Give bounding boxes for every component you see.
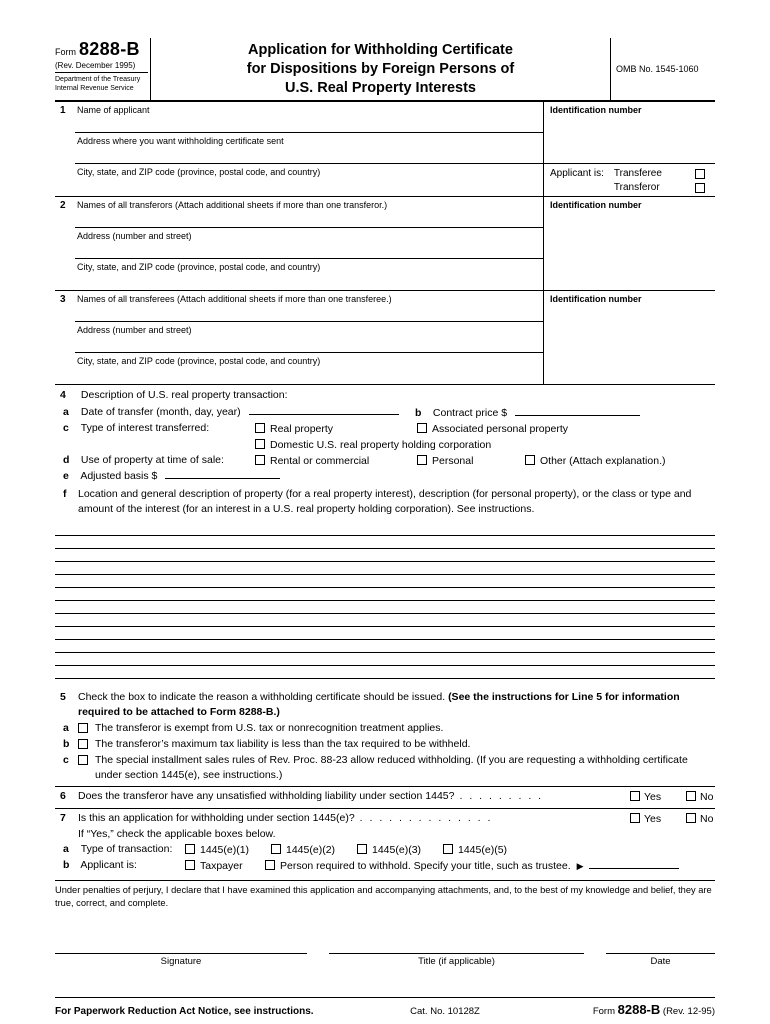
line7-question: Is this an application for withholding under section 1445(e)?: [78, 812, 355, 825]
line5-intro-text: Check the box to indicate the reason a withholding certificate should be issued.: [78, 691, 449, 704]
line4ab-row: [55, 406, 715, 422]
form-title-line2: for Dispositions by Foreign Persons of: [246, 61, 515, 78]
line5-section: [55, 690, 715, 783]
perjury-statement: Under penalties of perjury, I declare that I have examined this application and accompanying attachments, and, to the best of my knowledge and belief, they are true, correct, and complete.: [55, 880, 715, 909]
transferees-city-label: City, state, and ZIP code (province, postal code, and country): [77, 356, 321, 367]
line1-right: [543, 102, 715, 196]
line5c-checkbox[interactable]: [78, 755, 88, 765]
line4c-letter: c: [63, 422, 69, 435]
line5c-item: [55, 753, 715, 783]
transferor-option: [614, 182, 705, 193]
adjusted-basis-line[interactable]: [165, 470, 280, 479]
identification-number-label-2: Identification number: [550, 200, 642, 211]
form-word: Form: [55, 47, 76, 57]
line7a-row: [55, 843, 715, 859]
personal-use-checkbox[interactable]: [417, 455, 427, 465]
use-of-property-label: Use of property at time of sale:: [80, 454, 224, 467]
date-of-transfer-label: Date of transfer (month, day, year): [80, 406, 241, 419]
form-title: [151, 38, 610, 100]
omb-number: OMB No. 1545-1060: [610, 38, 715, 100]
transaction-1445e1-option: [185, 844, 249, 856]
line5a-checkbox[interactable]: [78, 723, 88, 733]
line7-yes-label: Yes: [644, 813, 662, 826]
line6-question: Does the transferor have any unsatisfied withholding liability under section 1445?: [78, 790, 455, 803]
line5b-checkbox[interactable]: [78, 739, 88, 749]
line2-left: [55, 197, 543, 290]
line2-section: [55, 197, 715, 291]
footer-form-revision: (Rev. 12-95): [662, 1006, 715, 1018]
line7-yes-checkbox[interactable]: [630, 813, 640, 823]
personal-use-label: Personal: [432, 455, 474, 468]
transferee-checkbox[interactable]: [695, 169, 705, 179]
line4-number: 4: [60, 389, 66, 402]
type-of-transaction-label: Type of transaction:: [80, 843, 173, 856]
line4-section: [55, 389, 715, 679]
write-in-line[interactable]: [55, 614, 715, 627]
signature-block: [55, 953, 715, 967]
line7-row: [55, 808, 715, 827]
line6-number: 6: [60, 790, 66, 803]
domestic-usrphc-option: [255, 439, 491, 451]
transferor-checkbox[interactable]: [695, 183, 705, 193]
write-in-line[interactable]: [55, 575, 715, 588]
applicant-name-label: Name of applicant: [77, 105, 150, 116]
write-in-line[interactable]: [55, 601, 715, 614]
line4d-row: [55, 454, 715, 470]
line7-no-checkbox[interactable]: [686, 813, 696, 823]
write-in-line[interactable]: [55, 627, 715, 640]
line7b-letter: b: [63, 859, 70, 872]
transaction-1445e3-label: 1445(e)(3): [372, 844, 422, 857]
other-use-checkbox[interactable]: [525, 455, 535, 465]
transaction-1445e1-checkbox[interactable]: [185, 844, 195, 854]
arrow-icon: ▶: [576, 861, 584, 872]
transferors-city-label: City, state, and ZIP code (province, postal code, and country): [77, 262, 321, 273]
transferors-address-label: Address (number and street): [77, 231, 192, 242]
line4d-letter: d: [63, 454, 70, 467]
identification-number-label-3: Identification number: [550, 294, 642, 305]
form-id-block: [55, 38, 151, 100]
form-header: [55, 38, 715, 102]
catalog-number: Cat. No. 10128Z: [410, 1006, 480, 1018]
transferors-address-field[interactable]: [55, 228, 543, 259]
line5a-letter: a: [63, 722, 69, 735]
rental-or-commercial-option: [255, 455, 369, 467]
property-description-label: Location and general description of property (for a real property interest), description (for personal property), or the class or type and amount of the interest (for an interest in a U.S. real property holding corporation). See instructions.: [78, 488, 692, 516]
footer-form-number: 8288-B: [617, 1002, 661, 1018]
form-title-line3: U.S. Real Property Interests: [285, 80, 476, 97]
line4-heading: Description of U.S. real property transaction:: [80, 389, 288, 402]
line4b-group: [415, 407, 640, 419]
form-number-line: [55, 39, 148, 60]
line1-left: [55, 102, 543, 196]
person-required-option: [265, 860, 679, 872]
line5b-item: [55, 737, 715, 752]
line6-yes-option: [630, 791, 661, 803]
line5a-text: The transferor is exempt from U.S. tax or nonrecognition treatment applies.: [95, 722, 444, 735]
line7-no-option: [686, 813, 713, 825]
rental-or-commercial-checkbox[interactable]: [255, 455, 265, 465]
applicant-city-label: City, state, and ZIP code (province, postal code, and country): [77, 167, 321, 178]
line4e-row: [55, 470, 715, 486]
line3-number: 3: [60, 294, 66, 306]
line5c-text: The special installment sales rules of Rev. Proc. 88-23 allow reduced withholding. (If you are requesting a withholding certificate under section 1445(e), see instructions.): [95, 754, 688, 782]
date-label: Date: [650, 956, 671, 968]
line1-number: 1: [60, 105, 66, 117]
treasury-label: Department of the Treasury: [55, 76, 141, 83]
real-property-checkbox[interactable]: [255, 423, 265, 433]
line7-no-label: No: [700, 813, 714, 826]
write-in-line[interactable]: [55, 640, 715, 653]
contract-price-line[interactable]: [515, 407, 640, 416]
line7-yes-option: [630, 813, 661, 825]
person-required-to-withhold-label: Person required to withhold. Specify your title, such as trustee.: [280, 860, 571, 873]
form-title-line1: Application for Withholding Certificate: [248, 42, 513, 58]
line4-heading-row: [55, 389, 715, 406]
applicant-city-field[interactable]: [55, 164, 543, 195]
transferors-names-label: Names of all transferors (Attach additional sheets if more than one transferor.): [77, 200, 388, 211]
applicant-is-cell: [544, 164, 715, 196]
line6-dot-leader: . . . . . . . . .: [459, 790, 544, 803]
irs-label: Internal Revenue Service: [55, 85, 134, 93]
line4a-letter: a: [63, 406, 69, 419]
associated-personal-property-checkbox[interactable]: [417, 423, 427, 433]
footer-form-id: [535, 1002, 715, 1017]
trustee-title-line[interactable]: [589, 860, 679, 869]
line5b-letter: b: [63, 738, 70, 751]
taxpayer-label: Taxpayer: [200, 860, 243, 873]
identification-number-field-2[interactable]: [544, 197, 715, 290]
taxpayer-checkbox[interactable]: [185, 860, 195, 870]
line6-yes-checkbox[interactable]: [630, 791, 640, 801]
transaction-1445e1-label: 1445(e)(1): [200, 844, 250, 857]
applicant-address-label: Address where you want withholding certificate sent: [77, 136, 284, 147]
applicant-is-label: Applicant is:: [550, 168, 604, 180]
transaction-1445e2-option: [271, 844, 335, 856]
line4f-row: [55, 487, 715, 517]
form-footer: [55, 997, 715, 1017]
domestic-usrphc-checkbox[interactable]: [255, 439, 265, 449]
transferor-label: Transferor: [613, 182, 660, 194]
date-of-transfer-line[interactable]: [249, 406, 399, 415]
write-in-line[interactable]: [55, 562, 715, 575]
property-description-write-area: [55, 523, 715, 679]
line4f-letter: f: [63, 488, 67, 501]
line6-no-checkbox[interactable]: [686, 791, 696, 801]
transaction-1445e5-checkbox[interactable]: [443, 844, 453, 854]
line5b-text: The transferor’s maximum tax liability is less than the tax required to be withheld.: [95, 738, 471, 751]
transferors-names-field[interactable]: [55, 197, 543, 228]
title-field[interactable]: [329, 953, 584, 967]
associated-personal-property-option: [417, 423, 568, 435]
form-revision: (Rev. December 1995): [55, 61, 136, 70]
person-required-to-withhold-checkbox[interactable]: [265, 860, 275, 870]
line4c-row: [55, 422, 715, 438]
write-in-line[interactable]: [55, 549, 715, 562]
transferees-names-label: Names of all transferees (Attach additional sheets if more than one transferee.): [77, 294, 392, 305]
transaction-1445e5-label: 1445(e)(5): [458, 844, 508, 857]
line5a-item: [55, 721, 715, 736]
write-in-line[interactable]: [55, 666, 715, 679]
line4c2-row: [55, 438, 715, 454]
line6-no-label: No: [700, 791, 714, 804]
transferees-address-field[interactable]: [55, 322, 543, 353]
real-property-label: Real property: [270, 423, 334, 436]
transaction-1445e2-label: 1445(e)(2): [286, 844, 336, 857]
associated-personal-property-label: Associated personal property: [432, 423, 568, 436]
line7b-row: [55, 859, 715, 875]
line3-section: [55, 291, 715, 385]
transaction-1445e3-option: [357, 844, 421, 856]
paperwork-notice: For Paperwork Reduction Act Notice, see instructions.: [55, 1006, 314, 1018]
write-in-line[interactable]: [55, 653, 715, 666]
domestic-usrphc-label: Domestic U.S. real property holding corporation: [270, 439, 492, 452]
line5c-letter: c: [63, 754, 69, 767]
taxpayer-option: [185, 860, 243, 872]
line6-no-option: [686, 791, 713, 803]
line7b-applicant-is-label: Applicant is:: [80, 859, 137, 872]
transferors-city-field[interactable]: [55, 259, 543, 290]
signature-field[interactable]: [55, 953, 307, 967]
title-label: Title (if applicable): [418, 956, 495, 968]
transferees-names-field[interactable]: [55, 291, 543, 322]
line2-number: 2: [60, 200, 66, 212]
type-of-interest-label: Type of interest transferred:: [80, 422, 210, 435]
line6-yes-label: Yes: [644, 791, 662, 804]
line5-intro: [55, 690, 715, 720]
other-use-option: [525, 455, 665, 467]
line3-right: [543, 291, 715, 384]
rental-or-commercial-label: Rental or commercial: [270, 455, 370, 468]
write-in-line[interactable]: [55, 523, 715, 536]
identification-number-label-1: Identification number: [550, 105, 642, 116]
agency-block: [55, 72, 148, 93]
signature-label: Signature: [160, 956, 202, 968]
applicant-address-field[interactable]: [55, 133, 543, 164]
transferee-option: [614, 168, 705, 179]
line5-number: 5: [60, 691, 66, 704]
other-use-label: Other (Attach explanation.): [540, 455, 666, 468]
line7-dot-leader: . . . . . . . . . . . . . .: [359, 812, 493, 825]
transaction-1445e3-checkbox[interactable]: [357, 844, 367, 854]
real-property-option: [255, 423, 333, 435]
date-field[interactable]: [606, 953, 715, 967]
line4b-letter: b: [415, 407, 422, 420]
line4e-letter: e: [63, 470, 69, 483]
contract-price-label: Contract price $: [432, 407, 508, 420]
transferee-label: Transferee: [613, 168, 662, 180]
transaction-1445e5-option: [443, 844, 507, 856]
write-in-line[interactable]: [55, 536, 715, 549]
line3-left: [55, 291, 543, 384]
line1-section: [55, 102, 715, 197]
line7-ifyes-note: If “Yes,” check the applicable boxes below.: [78, 828, 276, 841]
transferees-city-field[interactable]: [55, 353, 543, 384]
line2-right: [543, 197, 715, 290]
line7a-letter: a: [63, 843, 69, 856]
personal-use-option: [417, 455, 473, 467]
form-number: 8288-B: [79, 39, 140, 59]
transferees-address-label: Address (number and street): [77, 325, 192, 336]
transaction-1445e2-checkbox[interactable]: [271, 844, 281, 854]
write-in-line[interactable]: [55, 588, 715, 601]
applicant-name-field[interactable]: [55, 102, 543, 133]
line6-row: [55, 786, 715, 805]
applicant-is-options: [614, 168, 705, 196]
identification-number-field-3[interactable]: [544, 291, 715, 384]
identification-number-field-1[interactable]: [544, 102, 715, 164]
adjusted-basis-label: Adjusted basis $: [80, 470, 158, 483]
line5-intro-bold: (See the instructions for Line 5 for information required to be attached to Form 8288-B.): [78, 691, 680, 719]
footer-form-word: Form: [592, 1006, 615, 1018]
line7-number: 7: [60, 812, 66, 825]
